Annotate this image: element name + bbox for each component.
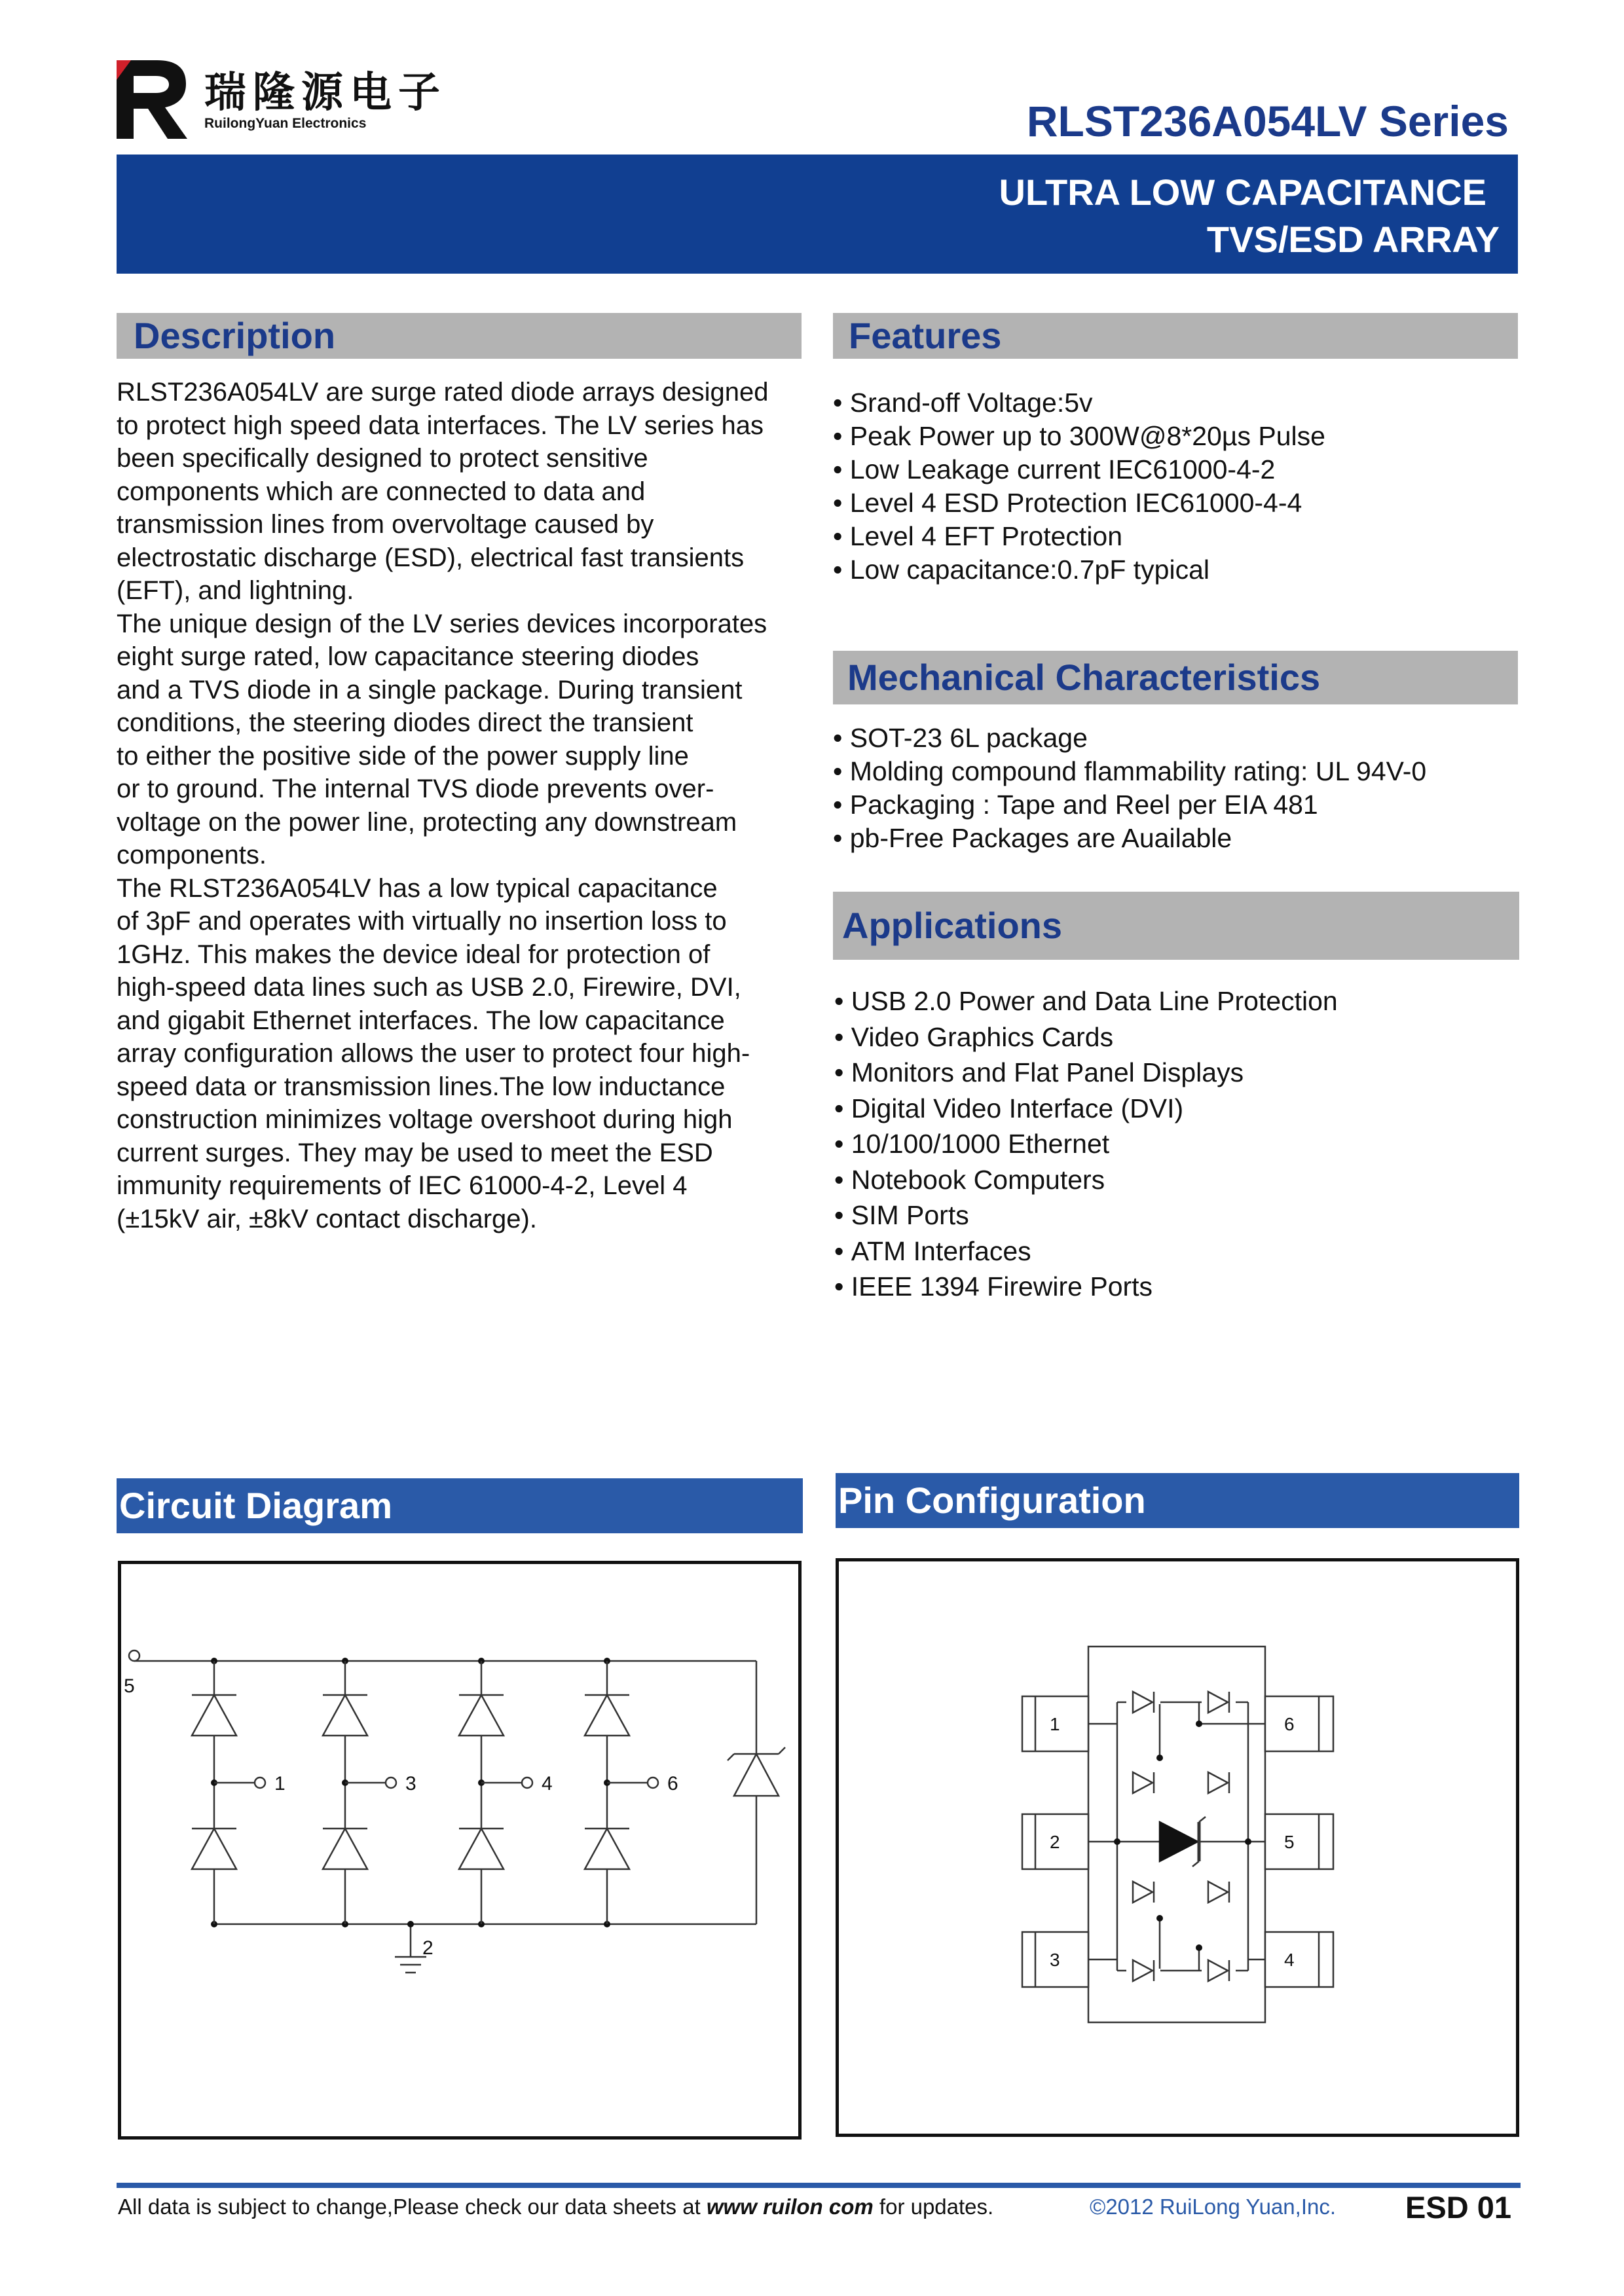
pin-number-label: 3 xyxy=(1050,1950,1060,1970)
description-heading: Description xyxy=(117,313,802,359)
features-heading: Features xyxy=(833,313,1518,359)
description-text xyxy=(117,376,811,1235)
footer-copyright: ©2012 RuiLong Yuan,Inc. xyxy=(1090,2195,1337,2219)
description-line: 1GHz. This makes the device ideal for protection of xyxy=(117,939,710,969)
features-item: • Peak Power up to 300W@8*20µs Pulse xyxy=(833,420,1325,453)
circuit-diagram-frame xyxy=(118,1561,802,2140)
junction-dot xyxy=(1114,1838,1120,1845)
diode-icon xyxy=(459,1695,504,1736)
description-line: speed data or transmission lines.The low inductance xyxy=(117,1072,726,1101)
title-banner xyxy=(117,155,1518,274)
diode-icon xyxy=(585,1695,629,1736)
pin-pad-right xyxy=(1265,1814,1333,1869)
description-line: and gigabit Ethernet interfaces. The low capacitance xyxy=(117,1006,725,1035)
description-line: electrostatic discharge (ESD), electrical fast transients xyxy=(117,543,745,572)
io-pin-label: 4 xyxy=(542,1773,553,1795)
mechanical-item: • SOT-23 6L package xyxy=(833,721,1426,755)
description-line: The unique design of the LV series devices incorporates xyxy=(117,609,767,638)
applications-item: • 10/100/1000 Ethernet xyxy=(834,1126,1338,1162)
description-line: construction minimizes voltage overshoot during high xyxy=(117,1105,733,1134)
description-line: been specifically designed to protect sensitive xyxy=(117,444,648,473)
banner-line-2: TVS/ESD ARRAY xyxy=(1206,219,1500,260)
steering-diode-pair xyxy=(585,1658,678,1927)
junction-dot xyxy=(1156,1755,1163,1761)
vcc-terminal xyxy=(129,1650,139,1661)
mechanical-heading: Mechanical Characteristics xyxy=(833,651,1518,704)
junction-dot xyxy=(1156,1915,1163,1922)
description-line: or to ground. The internal TVS diode prevents over- xyxy=(117,774,714,803)
diode-icon xyxy=(192,1829,236,1869)
pin-number-label: 4 xyxy=(1284,1950,1295,1970)
steering-diode-pair xyxy=(459,1658,553,1927)
applications-item: • Video Graphics Cards xyxy=(834,1019,1338,1055)
io-pin-label: 1 xyxy=(274,1773,286,1795)
steering-diode-pair xyxy=(323,1658,416,1927)
description-line: transmission lines from overvoltage caused by xyxy=(117,510,654,539)
features-item: • Srand-off Voltage:5v xyxy=(833,386,1325,420)
logo-chinese-name: 瑞隆源电子 xyxy=(204,69,447,117)
diode-icon xyxy=(323,1695,367,1736)
mechanical-item: • pb-Free Packages are Auailable xyxy=(833,822,1426,855)
pin-number-label: 6 xyxy=(1284,1714,1295,1734)
mechanical-list xyxy=(833,721,1426,855)
description-line: The RLST236A054LV has a low typical capacitance xyxy=(117,873,718,903)
footer-url-link[interactable]: www ruilon com xyxy=(706,2195,874,2219)
applications-item: • USB 2.0 Power and Data Line Protection xyxy=(834,983,1338,1019)
junction-dot xyxy=(1196,1944,1202,1951)
footer-divider xyxy=(117,2183,1521,2188)
footer-text-before: All data is subject to change,Please check our data sheets at xyxy=(118,2195,707,2219)
description-line: voltage on the power line, protecting any downstream xyxy=(117,807,737,837)
tvs-diode-icon xyxy=(728,1747,785,1796)
description-line: of 3pF and operates with virtually no insertion loss to xyxy=(117,907,727,936)
features-item: • Level 4 ESD Protection IEC61000-4-4 xyxy=(833,486,1325,520)
circuit-diagram xyxy=(121,1564,798,2136)
company-logo xyxy=(117,60,187,139)
footer-text-after: for updates. xyxy=(873,2195,994,2219)
steering-diode-pair xyxy=(192,1658,286,1927)
description-line: to either the positive side of the power supply line xyxy=(117,741,689,771)
features-item: • Low Leakage current IEC61000-4-2 xyxy=(833,453,1325,486)
io-pin-label: 6 xyxy=(667,1773,678,1795)
pin-pad-left xyxy=(1022,1814,1088,1869)
vcc-pin-label: 5 xyxy=(124,1675,135,1697)
pin-configuration-heading: Pin Configuration xyxy=(836,1473,1519,1528)
junction-dot xyxy=(1196,1721,1202,1727)
diode-icon xyxy=(323,1829,367,1869)
applications-list xyxy=(834,983,1338,1305)
pin-pad-right xyxy=(1265,1932,1333,1987)
pin-configuration-diagram xyxy=(839,1561,1516,2134)
gnd-pin-label: 2 xyxy=(422,1937,434,1959)
footer-page-code: ESD 01 xyxy=(1405,2190,1511,2225)
diode-icon xyxy=(585,1829,629,1869)
features-item: • Low capacitance:0.7pF typical xyxy=(833,553,1325,587)
description-line: (±15kV air, ±8kV contact discharge). xyxy=(117,1204,537,1233)
description-line: immunity requirements of IEC 61000-4-2, Level 4 xyxy=(117,1171,688,1200)
applications-item: • Notebook Computers xyxy=(834,1162,1338,1198)
description-line: components which are connected to data and xyxy=(117,477,646,506)
description-line: (EFT), and lightning. xyxy=(117,576,354,605)
diode-icon xyxy=(459,1829,504,1869)
pin-pad-left xyxy=(1022,1696,1088,1751)
applications-item: • SIM Ports xyxy=(834,1197,1338,1233)
description-line: components. xyxy=(117,841,267,869)
description-line: array configuration allows the user to protect four high- xyxy=(117,1039,750,1068)
junction-dot xyxy=(1245,1838,1251,1845)
pin-configuration-frame xyxy=(836,1558,1519,2137)
footer-notice xyxy=(118,2196,993,2217)
description-line: current surges. They may be used to meet the ESD xyxy=(117,1138,713,1167)
io-pin-label: 3 xyxy=(405,1773,416,1795)
pin-pad-left xyxy=(1022,1932,1088,1987)
applications-item: • Digital Video Interface (DVI) xyxy=(834,1091,1338,1127)
description-line: RLST236A054LV are surge rated diode arrays designed xyxy=(117,378,769,407)
applications-heading: Applications xyxy=(833,892,1519,960)
series-title: RLST236A054LV Series xyxy=(1026,97,1509,145)
applications-item: • IEEE 1394 Firewire Ports xyxy=(834,1269,1338,1305)
applications-item: • Monitors and Flat Panel Displays xyxy=(834,1055,1338,1091)
circuit-diagram-heading: Circuit Diagram xyxy=(117,1478,803,1533)
pin-number-label: 1 xyxy=(1050,1714,1060,1734)
description-line: conditions, the steering diodes direct the transient xyxy=(117,708,693,737)
description-line: eight surge rated, low capacitance steering diodes xyxy=(117,642,699,671)
logo-english-name: RuilongYuan Electronics xyxy=(204,116,367,131)
features-list xyxy=(833,386,1325,587)
features-item: • Level 4 EFT Protection xyxy=(833,520,1325,553)
mechanical-item: • Packaging : Tape and Reel per EIA 481 xyxy=(833,788,1426,822)
description-line: to protect high speed data interfaces. The LV series has xyxy=(117,410,764,440)
pin-number-label: 5 xyxy=(1284,1832,1295,1852)
applications-item: • ATM Interfaces xyxy=(834,1233,1338,1269)
pin-pad-right xyxy=(1265,1696,1333,1751)
mechanical-item: • Molding compound flammability rating: UL 94V-0 xyxy=(833,755,1426,788)
banner-line-1: ULTRA LOW CAPACITANCE xyxy=(999,172,1486,213)
diode-icon xyxy=(192,1695,236,1736)
pin-number-label: 2 xyxy=(1050,1832,1060,1852)
description-line: high-speed data lines such as USB 2.0, Firewire, DVI, xyxy=(117,973,741,1002)
description-line: and a TVS diode in a single package. During transient xyxy=(117,675,743,704)
